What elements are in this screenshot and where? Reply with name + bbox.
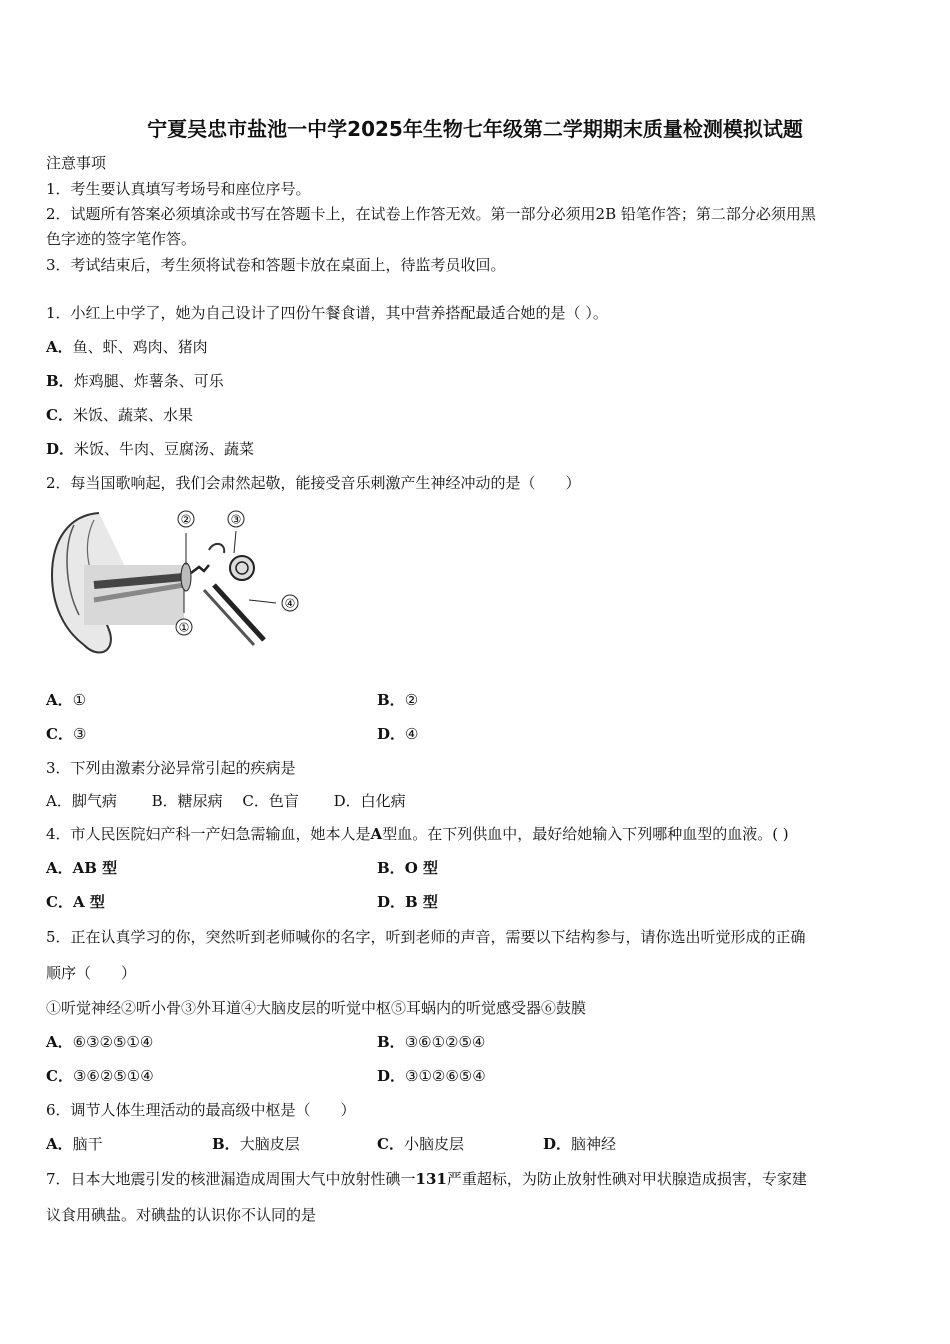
question-7-stem: 7．日本大地震引发的核泄漏造成周围大气中放射性碘一131严重超标，为防止放射性碘对甲状腺造成损害，专家建	[46, 1170, 807, 1188]
notice-item: 1．考生要认真填写考场号和座位序号。	[46, 180, 311, 198]
question-6-stem: 6．调节人体生理活动的最高级中枢是（ ）	[46, 1101, 356, 1119]
notice-item: 3．考试结束后，考生须将试卷和答题卡放在桌面上，待监考员收回。	[46, 256, 506, 274]
q6-option-c: C．小脑皮层	[377, 1135, 464, 1153]
q5-option-b: B．③⑥①②⑤④	[377, 1033, 486, 1051]
q5-option-c: C．③⑥②⑤①④	[46, 1067, 154, 1085]
question-2-stem: 2．每当国歌响起，我们会肃然起敬，能接受音乐刺激产生神经冲动的是（ ）	[46, 474, 581, 492]
q1-option-a: A．鱼、虾、鸡肉、猪肉	[46, 338, 208, 356]
q6-option-d: D．脑神经	[543, 1135, 617, 1153]
q2-option-d: D．④	[377, 725, 419, 743]
question-3-options: A．脚气病 B．糖尿病 C．色盲 D．白化病	[46, 792, 406, 810]
ear-label-4: ④	[284, 596, 296, 611]
q6-option-b: B．大脑皮层	[212, 1135, 300, 1153]
q2-option-a: A．①	[46, 691, 87, 709]
q4-option-c: C．A 型	[46, 893, 105, 911]
q1-option-d: D．米饭、牛肉、豆腐汤、蔬菜	[46, 440, 255, 458]
q1-option-b: B．炸鸡腿、炸薯条、可乐	[46, 372, 224, 390]
q5-option-d: D．③①②⑥⑤④	[377, 1067, 486, 1085]
notice-item: 色字迹的签字笔作答。	[46, 230, 197, 248]
q2-option-b: B．②	[377, 691, 419, 709]
question-1-stem: 1．小红上中学了，她为自己设计了四份午餐食谱，其中营养搭配最适合她的是（ ）。	[46, 304, 608, 322]
question-5-stem-cont: 顺序（ ）	[46, 964, 137, 982]
ear-label-2: ②	[180, 512, 192, 527]
question-4-stem: 4．市人民医院妇产科一产妇急需输血，她本人是A型血。在下列供血中，最好给她输入下列哪种血型的血液。( )	[46, 825, 789, 843]
q2-option-c: C．③	[46, 725, 87, 743]
question-5-structures: ①听觉神经②听小骨③外耳道④大脑皮层的听觉中枢⑤耳蜗内的听觉感受器⑥鼓膜	[46, 999, 587, 1017]
q4-option-b: B．O 型	[377, 859, 438, 877]
ear-label-1: ①	[178, 620, 190, 635]
question-5-stem: 5．正在认真学习的你，突然听到老师喊你的名字，听到老师的声音，需要以下结构参与，请你选出听觉形成的正确	[46, 928, 806, 946]
question-7-stem-cont: 议食用碘盐。对碘盐的认识你不认同的是	[46, 1206, 317, 1224]
notice-item: 2．试题所有答案必须填涂或书写在答题卡上，在试卷上作答无效。第一部分必须用2B 铅笔作答；第二部分必须用黑	[46, 205, 816, 223]
q1-option-c: C．米饭、蔬菜、水果	[46, 406, 193, 424]
ear-label-3: ③	[230, 512, 242, 527]
question-3-stem: 3．下列由激素分泌异常引起的疾病是	[46, 759, 296, 777]
q4-option-d: D．B 型	[377, 893, 438, 911]
q4-option-a: A．AB 型	[46, 859, 118, 877]
notice-heading: 注意事项	[46, 154, 107, 172]
q5-option-a: A．⑥③②⑤①④	[46, 1033, 154, 1051]
ear-structure-figure	[44, 505, 304, 665]
page-title: 宁夏吴忠市盐池一中学2025年生物七年级第二学期期末质量检测模拟试题	[147, 117, 803, 141]
q6-option-a: A．脑干	[46, 1135, 103, 1153]
